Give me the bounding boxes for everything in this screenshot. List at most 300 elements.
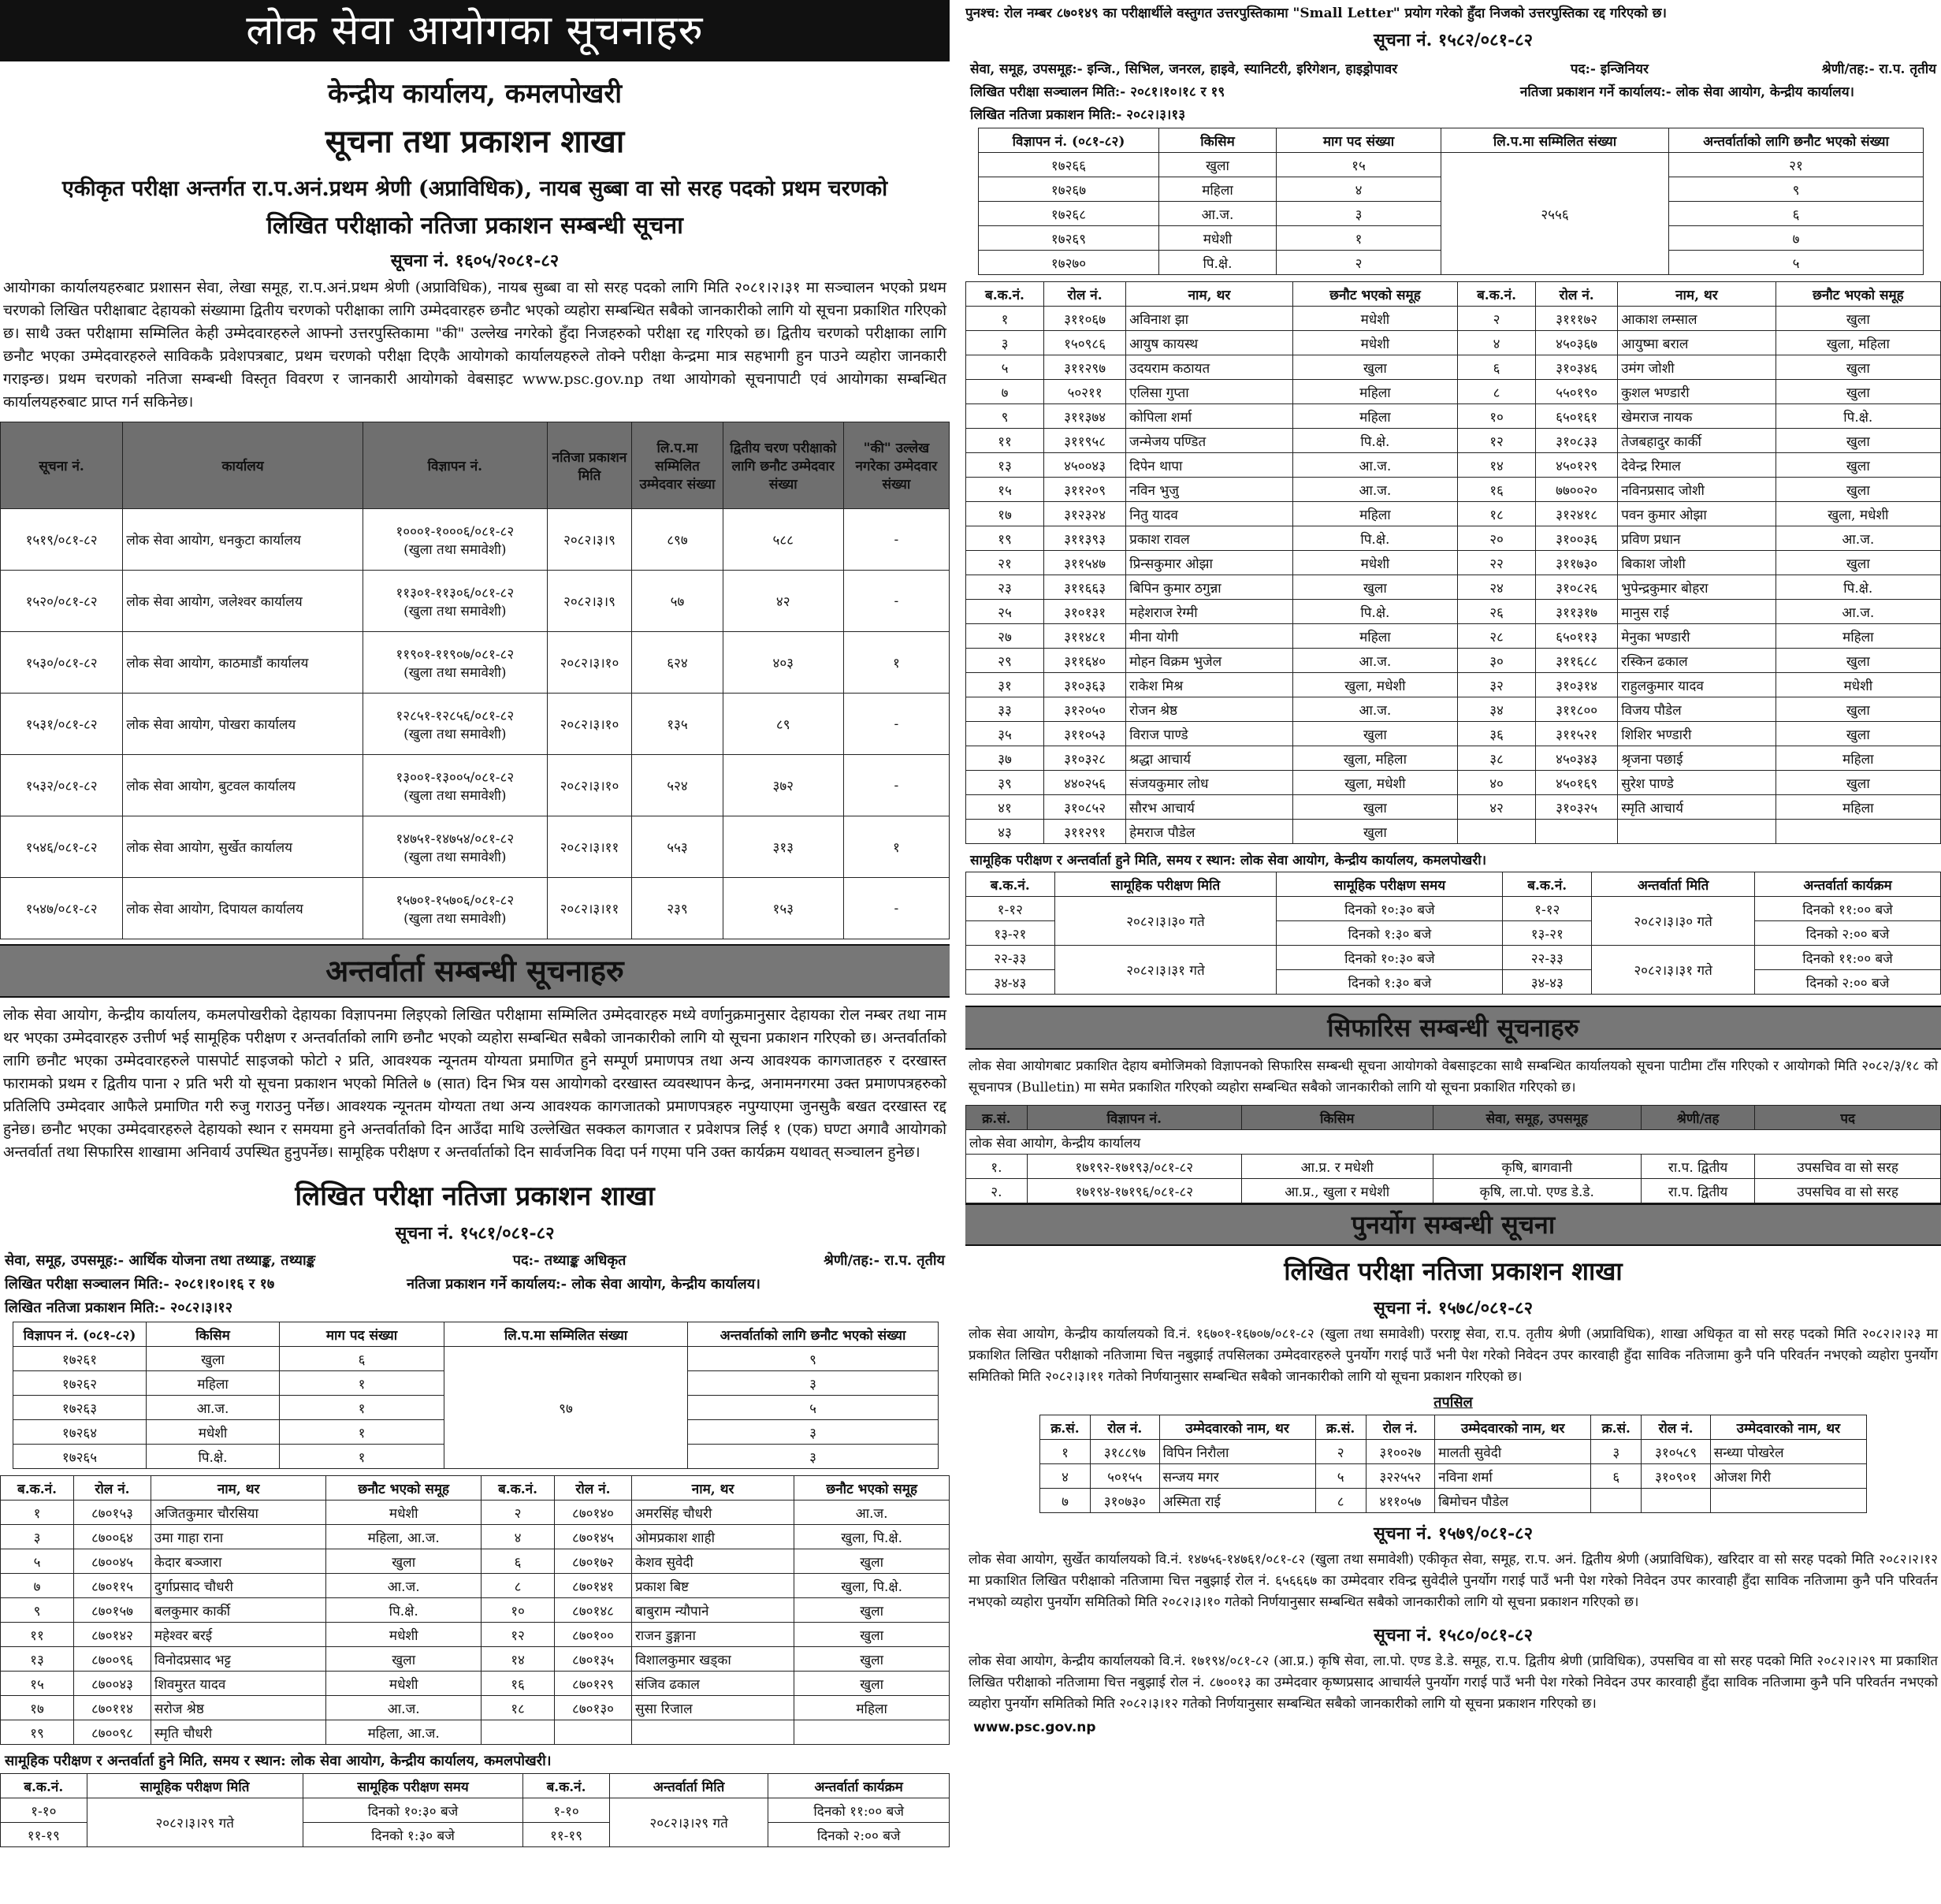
candidate-row-cell: ओमप्रकाश शाही [631,1525,794,1549]
r-candidate-row-cell: विराज पाण्डे [1126,722,1293,746]
candidate-row-cell: ८७०१५३ [74,1501,151,1525]
r-candidate-row-cell: मोहन विक्रम भुजेल [1126,649,1293,673]
candidate-row-cell: ८७००४३ [74,1672,151,1696]
r-candidate-row-cell: राहुलकुमार यादव [1618,673,1776,697]
r-candidate-row-cell: ३ [966,331,1044,355]
candidate-row [1,1623,950,1647]
cand-header: ब.क.नं. [482,1476,555,1501]
candidate-row [1,1525,950,1549]
vac-selected-cell: ५ [1669,251,1924,275]
r-schedule-table [965,872,1941,995]
candidate-row-cell: विशालकुमार खड्का [631,1647,794,1672]
tapsil-row [1040,1440,1867,1464]
r-candidate-row-cell: खुला [1776,771,1940,795]
candidate-row-cell: १७ [1,1696,74,1720]
candidate-row-cell: खुला [794,1623,950,1647]
r-meta-result-date: लिखित नतिजा प्रकाशन मिति:- २०८२।३।१३ [970,107,1186,123]
rec-office-cell: लोक सेवा आयोग, केन्द्रीय कार्यालय [966,1130,1941,1155]
result-date-cell: २०८२।३।१० [547,755,631,816]
r-meta-office: नतिजा प्रकाशन गर्ने कार्यालय:- लोक सेवा आयोग, केन्द्रीय कार्यालय। [1519,84,1854,100]
r-candidate-row-cell: महिला [1292,404,1457,429]
sched-range-cell: ११-१९ [1,1823,87,1847]
r-candidate-row [966,649,1941,673]
r-candidate-row-cell: खुला, महिला [1776,331,1940,355]
candidate-row [1,1720,950,1745]
r-candidate-row-cell: आ.ज. [1292,697,1457,722]
vac-demand-cell: १ [280,1371,444,1396]
r-candidate-row-cell: १९ [966,526,1044,551]
r-candidate-row-cell: ३१०३२५ [1536,795,1618,820]
vac-demand-cell: १ [280,1396,444,1420]
r-candidate-row [966,404,1941,429]
sched-header: अन्तर्वार्ता मिति [609,1774,768,1798]
r-candidate-row-cell: अविनाश झा [1126,307,1293,331]
candidate-row-cell: ८७००९६ [74,1647,151,1672]
r-candidate-row-cell: १४ [1458,453,1536,478]
tapsil-row-cell: ३१०५८९ [1642,1440,1711,1464]
candidate-row-cell: १५ [1,1672,74,1696]
candidate-row-cell: ४ [482,1525,555,1549]
r-candidate-row-cell: ३११४८१ [1044,624,1126,649]
candidate-row [1,1549,950,1574]
candidate-row-cell [631,1720,794,1745]
r-candidate-row-cell: २४ [1458,575,1536,600]
table-row [1,509,950,571]
r-candidate-row-cell: ४५०१६९ [1536,771,1618,795]
r-candidate-row-cell: ३१०८२६ [1536,575,1618,600]
rec-header: सेवा, समूह, उपसमूह [1433,1106,1641,1130]
candidate-row-cell: केशव सुवेदी [631,1549,794,1574]
footer-website[interactable]: www.psc.gov.np [973,1720,1096,1735]
r-sched-header: सामूहिक परीक्षण समय [1277,872,1503,897]
r-candidate-row-cell: ३१०३१४ [1536,673,1618,697]
candidate-row-cell: २ [482,1501,555,1525]
candidate-row [1,1647,950,1672]
tapsil-title: तपसिल [1433,1394,1473,1411]
table-row [1,816,950,878]
candidate-row-cell: ८७०१७२ [555,1549,632,1574]
meta-exam-date: लिखित परीक्षा सञ्चालन मिति:- २०८१।१०।१६ र १७ [5,1276,275,1292]
r-meta-row-2 [970,82,1854,100]
ad-number: ११९०१-११९०७/०८१-८२ [396,646,515,663]
r-candidate-row-cell: ३१०३६३ [1044,673,1126,697]
cand-header: रोल नं. [74,1476,151,1501]
key-missing-cell: - [843,755,949,816]
col-notice: सूचना नं. [1,422,123,509]
r-candidate-row-cell: महिला [1776,795,1940,820]
r-candidate-row [966,551,1941,575]
office-cell: लोक सेवा आयोग, काठमाडौं कार्यालय [123,632,363,694]
sched-time-cell: दिनको १:३० बजे [1277,970,1503,995]
r-candidate-row-cell: बिकाश जोशी [1618,551,1776,575]
candidate-row-cell: केदार बञ्जारा [151,1549,325,1574]
candidate-row-cell: अमरसिंह चौधरी [631,1501,794,1525]
intro-paragraph: आयोगका कार्यालयहरुबाट प्रशासन सेवा, लेखा समूह, रा.प.अनं.प्रथम श्रेणी (अप्राविधिक), नायब सुब्बा वा सो सरह पदको लागि मिति २०८१।२।३१ मा सञ्चालन भएको प्रथम चरणको लिखित परीक्षाबाट देहायको संख्यामा द्वितीय चरणको परीक्षाका लागि उम्मेदवारहरु छनौट भएको व्यहोरा सम्बन्धित सबैको जानकारीको लागि यो सूचना प्रकाशित गरिएको छ। साथै उक्त परीक्षामा सम्मिलित केही उम्मेदवारहरुले आफ्नो उत्तरपुस्तिकामा "की" उल्लेख नगरेको हुँदा निजहरुको परीक्षा रद्द गरिएको छ। द्वितीय चरणको परीक्षाका लागि छनौट भएका उम्मेदवारहरुले साविककै प्रवेशपत्रबाट, प्रथम चरणको परीक्षा दिएकै आयोगको कार्यालयहरुले तोक्ने परीक्षा केन्द्रमा मात्र सहभागी हुन पाउने व्यहोरा जानकारी गराइन्छ। प्रथम चरणको नतिजा सम्बन्धी विस्तृत विवरण र जानकारी आयोगको वेबसाइट www.psc.gov.np तथा आयोगको सूचनापाटी एवं आयोगका सम्बन्धित कार्यालयहरुबाट प्राप्त गर्न सकिनेछ। [3,279,946,411]
selected-cell: ३७२ [723,755,843,816]
vac-type-cell: मधेशी [1159,226,1277,251]
ad-number: १२८५१-१२८५६/०८१-८२ [396,708,515,724]
right-notice-number: सूचना नं. १५८२/०८१-८२ [1373,30,1534,50]
candidate-row-cell: ८७०१४२ [74,1623,151,1647]
vac-total-cell: २५५६ [1441,153,1669,275]
r-schedule-row [966,897,1941,921]
r-candidate-row [966,673,1941,697]
sched-range-cell: १३-२१ [966,921,1055,946]
r-candidate-row-cell: ३१०३४६ [1536,355,1618,380]
candidate-row-cell: ८७०१४८ [555,1598,632,1623]
r-vac-col-ad: विज्ञापन नं. (०८१-८२) [979,128,1159,153]
ad-type: (खुला तथा समावेशी) [403,603,507,619]
candidate-table [0,1475,950,1745]
r-candidate-row-cell: १५ [966,478,1044,502]
notice-heading-2: लिखित परीक्षाको नतिजा प्रकाशन सम्बन्धी सूचना [266,212,683,240]
col-office: कार्यालय [123,422,363,509]
attended-cell: २३९ [632,878,723,939]
vac-type-cell: पि.क्षे. [147,1445,280,1469]
candidate-row [1,1696,950,1720]
r-candidate-row-cell: ३११५२१ [1536,722,1618,746]
tapsil-row-cell: ८ [1315,1489,1366,1513]
r-meta-post: पद:- इन्जिनियर [1570,61,1649,77]
r-candidate-row-cell: आकाश लम्साल [1618,307,1776,331]
r-candidate-row-cell: खुला [1776,722,1940,746]
result-date-cell: २०८२।३।१० [547,694,631,755]
key-missing-cell: - [843,878,949,939]
sched-range-cell: ३४-४३ [966,970,1055,995]
r-candidate-row-cell: खुला [1776,380,1940,404]
notice-number-cell: १५४७/०८१-८२ [1,878,123,939]
office-cell: लोक सेवा आयोग, सुर्खेत कार्यालय [123,816,363,878]
candidate-row-cell: मधेशी [326,1672,482,1696]
sched-date-cell: २०८२।३।२९ गते [87,1798,303,1847]
r-candidate-row-cell: पि.क्षे. [1776,404,1940,429]
vac-col-ad: विज्ञापन नं. (०८१-८२) [13,1322,147,1347]
r-cand-header: छनौट भएको समूह [1776,282,1940,307]
r-candidate-row-cell: ३११२०९ [1044,478,1126,502]
r-candidate-row [966,746,1941,771]
tapsil-row-cell: ७ [1040,1489,1091,1513]
r-candidate-row-cell: ३११३७४ [1044,404,1126,429]
r-candidate-row-cell: ४४०२५६ [1044,771,1126,795]
sched-range-cell: १३-२१ [1503,921,1592,946]
table-row [1,694,950,755]
r-candidate-row-cell: महेशराज रेग्मी [1126,600,1293,624]
candidate-row [1,1574,950,1598]
candidate-row-cell: ५ [1,1549,74,1574]
r-candidate-row-cell [1776,820,1940,844]
selected-cell: ४०३ [723,632,843,694]
rec-header: क्र.सं. [966,1106,1028,1130]
table-row [1,571,950,632]
r-candidate-row-cell: शिशिर भण्डारी [1618,722,1776,746]
vac-demand-cell: १५ [1277,153,1441,177]
r-candidate-row-cell: महिला [1776,746,1940,771]
r-candidate-row-cell: बिपिन कुमार ठगुन्ना [1126,575,1293,600]
r-cand-header: नाम, थर [1618,282,1776,307]
r-candidate-row-cell: आ.ज. [1292,453,1457,478]
candidate-row-cell: खुला, पि.क्षे. [794,1525,950,1549]
r-cand-header: रोल नं. [1044,282,1126,307]
sched-time-cell: दिनको १:३० बजे [1277,921,1503,946]
tapsil-header: उम्मेदवारको नाम, थर [1435,1415,1591,1440]
ad-number-cell [363,878,547,939]
sched-range-cell: ३४-४३ [1503,970,1592,995]
candidate-row-cell: बाबुराम न्यौपाने [631,1598,794,1623]
vac-selected-cell: २१ [1669,153,1924,177]
r-candidate-row-cell: आ.ज. [1292,649,1457,673]
r-candidate-row-cell: कोपिला शर्मा [1126,404,1293,429]
rec-cell: कृषि, बागवानी [1433,1155,1641,1179]
r-candidate-row-cell: ५०२११ [1044,380,1126,404]
rec-row [966,1179,1941,1203]
vac-demand-cell: १ [1277,226,1441,251]
r-candidate-row-cell: २१ [966,551,1044,575]
col-attended: लि.प.मा सम्मिलित उम्मेदवार संख्या [632,422,723,509]
tapsil-row-cell: ४११०५७ [1366,1489,1435,1513]
r-candidate-row-cell: ३१२३२४ [1044,502,1126,526]
tapsil-row-cell [1591,1489,1642,1513]
r-cand-header: रोल नं. [1536,282,1618,307]
r-candidate-row-cell: खुला [1776,649,1940,673]
tapsil-table [1039,1415,1867,1513]
vac-demand-cell: १ [280,1445,444,1469]
notice-b: सूचना नं. १५७९/०८१-८२ [1373,1523,1534,1544]
r-candidate-table [965,281,1941,844]
r-candidate-row-cell: २ [1458,307,1536,331]
r-candidate-row-cell: राकेश मिश्र [1126,673,1293,697]
candidate-row-cell [482,1720,555,1745]
recommendation-table [965,1105,1941,1203]
vac-selected-cell: ९ [1669,177,1924,202]
r-candidate-row [966,502,1941,526]
rec-header: किसिम [1241,1106,1433,1130]
vac-selected-cell: ३ [688,1420,939,1445]
r-candidate-row-cell: ४५०१२९ [1536,453,1618,478]
candidate-row-cell: खुला [326,1647,482,1672]
ad-number-cell [363,632,547,694]
r-candidate-row-cell: खुला [1776,453,1940,478]
r-candidate-row-cell: ३४ [1458,697,1536,722]
table-row [1,878,950,939]
vac-demand-cell: २ [1277,251,1441,275]
meta-row-3 [5,1298,945,1317]
vac-ad-cell: १७२६६ [979,153,1159,177]
r-candidate-row [966,771,1941,795]
r-candidate-row-cell: ४५०३४३ [1536,746,1618,771]
rec-cell: रा.प. द्वितीय [1641,1155,1754,1179]
tapsil-row-cell: ३ [1591,1440,1642,1464]
r-candidate-row-cell: आयुष्मा बराल [1618,331,1776,355]
col-ad: विज्ञापन नं. [363,422,547,509]
r-meta-service: सेवा, समूह, उपसमूह:- इन्जि., सिभिल, जनरल, हाइवे, स्यानिटरी, इरिगेशन, हाइड्रोपावर [970,61,1398,77]
r-candidate-row-cell: ३१००३६ [1536,526,1618,551]
r-candidate-row-cell: २२ [1458,551,1536,575]
vac-type-cell: मधेशी [147,1420,280,1445]
attended-cell: ५७ [632,571,723,632]
ad-number: १०००१-१०००६/०८१-८२ [396,523,515,540]
r-candidate-row-cell: ४३ [966,820,1044,844]
sched-date-cell: २०८२।३।३१ गते [1054,946,1277,995]
sched-header: ब.क.नं. [1,1774,87,1798]
tapsil-row-cell: सन्जय मगर [1159,1464,1315,1489]
r-meta-level: श्रेणी/तह:- रा.प. तृतीय [1821,61,1936,77]
interview-time-cell: दिनको ११:०० बजे [1755,946,1941,970]
r-candidate-row-cell: ३११६८८ [1536,649,1618,673]
candidate-row-cell: ९ [1,1598,74,1623]
candidate-row-cell: ३ [1,1525,74,1549]
r-candidate-row-cell: मधेशी [1292,307,1457,331]
r-sched-header: ब.क.नं. [1503,872,1592,897]
r-candidate-row-cell: ४ [1458,331,1536,355]
r-candidate-row-cell: कुशल भण्डारी [1618,380,1776,404]
r-candidate-row-cell: ५५०१९० [1536,380,1618,404]
top-note: पुनश्च: रोल नम्बर ८७०१४९ का परीक्षार्थीले वस्तुगत उत्तरपुस्तिकामा "Small Letter" प्रयोग गरेको हुँदा निजको उत्तरपुस्तिका रद्द गरिएको छ। [965,6,1667,21]
r-candidate-row-cell: मेनुका भण्डारी [1618,624,1776,649]
r-candidate-row-cell: ३११६४० [1044,649,1126,673]
vac-type-cell: खुला [147,1347,280,1371]
meta-row-2 [5,1274,760,1293]
r-candidate-row-cell: खुला [1292,355,1457,380]
office-cell: लोक सेवा आयोग, दिपायल कार्यालय [123,878,363,939]
schedule-row [1,1798,950,1823]
r-candidate-row-cell: ५ [966,355,1044,380]
vac-demand-cell: ४ [1277,177,1441,202]
sched-range-cell: २२-३३ [966,946,1055,970]
ad-number-cell [363,755,547,816]
ad-number: १५७०१-१५७०६/०८१-८२ [396,892,515,909]
r-candidate-row-cell: हेमराज पौडेल [1126,820,1293,844]
rec-row [966,1155,1941,1179]
r-candidate-row-cell: खुला, मधेशी [1776,502,1940,526]
r-candidate-row-cell: पि.क्षे. [1292,600,1457,624]
office-cell: लोक सेवा आयोग, जलेश्वर कार्यालय [123,571,363,632]
notice-a: सूचना नं. १५७८/०८१-८२ [1373,1298,1534,1318]
r-sched-header: अन्तर्वार्ता मिति [1592,872,1755,897]
rec-cell: १. [966,1155,1028,1179]
r-meta-row-3 [970,105,1936,123]
ad-number: १४७५१-१४७५४/०८१-८२ [396,831,515,847]
r-candidate-row-cell: सुरेश पाण्डे [1618,771,1776,795]
tapsil-row-cell: बिमोचन पौडेल [1435,1489,1591,1513]
cand-header: नाम, थर [151,1476,325,1501]
r-candidate-row-cell: ३११८०० [1536,697,1618,722]
interview-time-cell: दिनको २:०० बजे [768,1823,950,1847]
ad-type: (खुला तथा समावेशी) [403,541,507,558]
candidate-row-cell: महिला [794,1696,950,1720]
r-candidate-row-cell: पि.क्षे. [1292,526,1457,551]
vac-selected-cell: ७ [1669,226,1924,251]
r-cand-header: नाम, थर [1126,282,1293,307]
r-candidate-row-cell: ३१०३२८ [1044,746,1126,771]
vac-selected-cell: ३ [688,1371,939,1396]
notice-number-2: सूचना नं. १५८१/०८१-८२ [395,1223,555,1244]
cand-header: छनौट भएको समूह [326,1476,482,1501]
r-vac-col-attended: लि.प.मा सम्मिलित संख्या [1441,128,1669,153]
candidate-row-cell: उमा गाहा राना [151,1525,325,1549]
r-candidate-row-cell [1536,820,1618,844]
attended-cell: १३५ [632,694,723,755]
notice-number-cell: १५३१/०८१-८२ [1,694,123,755]
rec-header: विज्ञापन नं. [1027,1106,1241,1130]
sched-range-cell: १-१० [523,1798,610,1823]
key-missing-cell: - [843,694,949,755]
r-candidate-row-cell: २५ [966,600,1044,624]
r-candidate-row-cell: १८ [1458,502,1536,526]
sched-range-cell: १-१२ [1503,897,1592,921]
r-candidate-row-cell: सौरभ आचार्य [1126,795,1293,820]
r-candidate-row-cell: पि.क्षे. [1292,429,1457,453]
tapsil-row-cell: ३१८८९७ [1091,1440,1160,1464]
candidate-row-cell: १३ [1,1647,74,1672]
candidate-row-cell: बलकुमार कार्की [151,1598,325,1623]
r-candidate-row-cell: ६५०११३ [1536,624,1618,649]
attended-cell: ५२४ [632,755,723,816]
interview-time-cell: दिनको ११:०० बजे [1755,897,1941,921]
r-candidate-row-cell: खुला [1776,697,1940,722]
sched-header: अन्तर्वार्ता कार्यक्रम [768,1774,950,1798]
selected-cell: ८९ [723,694,843,755]
reuse-branch-title: लिखित परीक्षा नतिजा प्रकाशन शाखा [1284,1256,1623,1286]
r-candidate-row-cell: आ.ज. [1776,526,1940,551]
r-candidate-row-cell: मीना योगी [1126,624,1293,649]
tapsil-header: क्र.सं. [1040,1415,1091,1440]
r-candidate-row-cell: ९ [966,404,1044,429]
selected-cell: ३१३ [723,816,843,878]
r-candidate-row [966,307,1941,331]
r-candidate-row-cell: १६ [1458,478,1536,502]
attended-cell: ५५३ [632,816,723,878]
tapsil-header: रोल नं. [1642,1415,1711,1440]
r-sched-header: सामूहिक परीक्षण मिति [1054,872,1277,897]
r-candidate-row-cell: प्रकाश रावल [1126,526,1293,551]
candidate-row-cell: महेश्वर बरई [151,1623,325,1647]
sched-range-cell: ११-१९ [523,1823,610,1847]
notice-number-cell: १५२०/०८१-८२ [1,571,123,632]
interview-paragraph: लोक सेवा आयोग, केन्द्रीय कार्यालय, कमलपोखरीको देहायका विज्ञापनमा लिइएको लिखित परीक्षामा सम्मिलित उम्मेदवारहरु मध्ये वर्णानुक्रमानुसार देहायका रोल नम्बर तथा नाम थर भएका उम्मेदवारहरु उत्तीर्ण भई सामूहिक परीक्षण र अन्तर्वार्ताको लागि छनौट भएको व्यहोरा सम्बन्धित सबैको जानकारीको लागि यो सूचना प्रकाशन गरिएको छ। अन्तर्वार्ताको लागि छनौट भएका उम्मेदवारहरुले पासपोर्ट साइजको फोटो २ प्रति, आवश्यक न्यूनतम योग्यता प्रमाणित हुने सम्पूर्ण प्रमाणपत्र तथा अन्य आवश्यक कागजातहरु र दरखास्त फारामको प्रथम र द्वितीय पाना २ प्रति भरी यो सूचना प्रकाशन भएको मितिले ७ (सात) दिन भित्र यस आयोगको दरखास्त व्यवस्थापन केन्द्र, अनामनगरमा उक्त प्रमाणपत्रहरुको प्रतिलिपि उम्मेदवार आफैले प्रमाणित गरी रुजु गराउनु पर्नेछ। आवश्यक न्यूनतम योग्यता तथा अन्य आवश्यक कागजातको प्रमाणपत्रहरु नपुग्याएमा जुनसुकै बखत दरखास्त रद्द हुनेछ। छनौट भएका उम्मेदवारहरुले देहायको स्थान र समयमा हुने अन्तर्वार्ताको दिन आउँदा माथि उल्लेखित सक्कल कागजात र प्रवेशपत्र लिई १ (एक) घण्टा अगावै आयोगको अन्तर्वार्ता तथा सिफारिस शाखामा अनिवार्य उपस्थित हुनुपर्नेछ। सामूहिक परीक्षण र अन्तर्वार्ताको दिन सार्वजनिक विदा पर्न गएमा पनि उक्त कार्यक्रम यथावत् सञ्चालन हुनेछ। [3,1006,946,1161]
candidate-row-cell: खुला, पि.क्षे. [794,1574,950,1598]
r-candidate-row-cell: ३११५४७ [1044,551,1126,575]
sched-time-cell: दिनको १:३० बजे [303,1823,523,1847]
r-candidate-row-cell: ३१२०५० [1044,697,1126,722]
rec-cell: २. [966,1179,1028,1203]
sched-header: सामूहिक परीक्षण समय [303,1774,523,1798]
r-candidate-row-cell: स्मृति आचार्य [1618,795,1776,820]
ad-type: (खुला तथा समावेशी) [403,849,507,865]
r-candidate-row-cell: ३७ [966,746,1044,771]
r-candidate-row-cell: भुपेन्द्रकुमार बोहरा [1618,575,1776,600]
candidate-row-cell: ८७०१४० [555,1501,632,1525]
branch-title: सूचना तथा प्रकाशन शाखा [325,123,625,160]
ad-type: (खुला तथा समावेशी) [403,787,507,804]
r-candidate-row [966,331,1941,355]
vac-type-cell: महिला [147,1371,280,1396]
r-candidate-row-cell: ७ [966,380,1044,404]
r-candidate-row-cell: १२ [1458,429,1536,453]
candidate-row-cell [794,1720,950,1745]
candidate-row-cell: विनोदप्रसाद भट्ट [151,1647,325,1672]
rec-cell: उपसचिव वा सो सरह [1755,1179,1941,1203]
notice-heading-1: एकीकृत परीक्षा अन्तर्गत रा.प.अनं.प्रथम श्रेणी (अप्राविधिक), नायब सुब्बा वा सो सरह पदको प्रथम चरणको [61,177,888,201]
ad-number-cell [363,509,547,571]
tapsil-row-cell: मालती सुवेदी [1435,1440,1591,1464]
office-cell: लोक सेवा आयोग, बुटवल कार्यालय [123,755,363,816]
ad-type: (खुला तथा समावेशी) [403,726,507,742]
tapsil-row-cell: २ [1315,1440,1366,1464]
vac-col-attended: लि.प.मा सम्मिलित संख्या [444,1322,688,1347]
exam-branch-title: लिखित परीक्षा नतिजा प्रकाशन शाखा [295,1181,655,1212]
tapsil-row-cell: ३१०९०१ [1642,1464,1711,1489]
cand-header: नाम, थर [631,1476,794,1501]
